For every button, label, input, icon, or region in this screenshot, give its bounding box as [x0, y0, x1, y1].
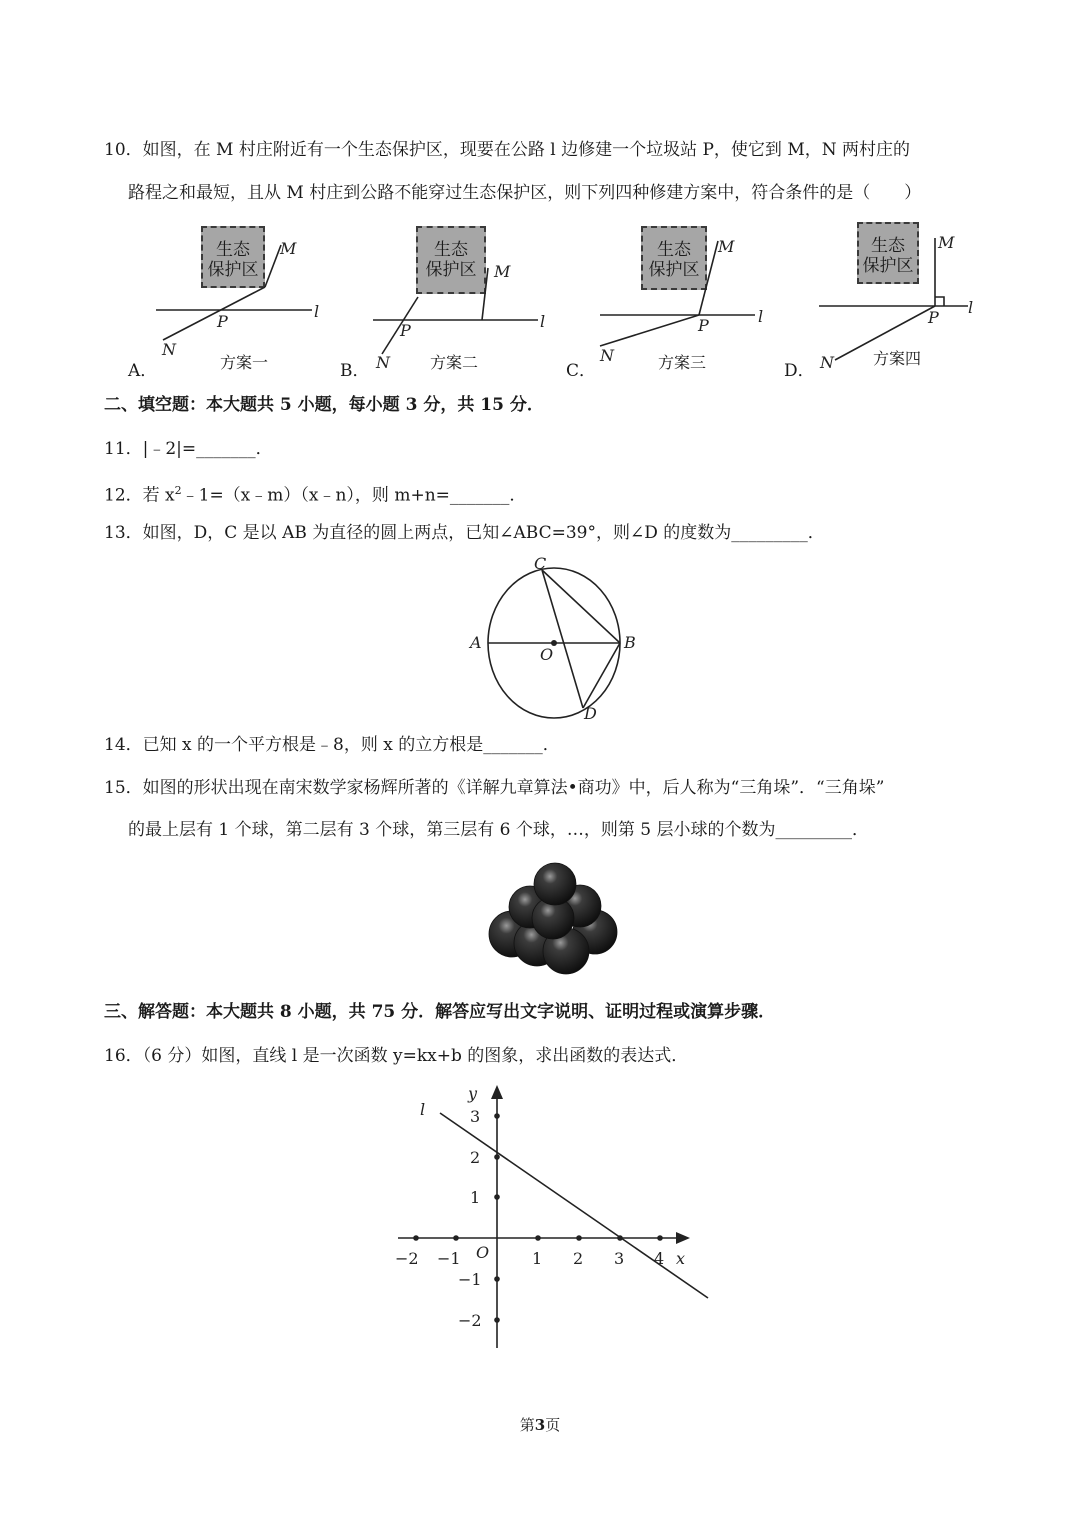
protection-zone-c: 生态 保护区 — [641, 226, 707, 290]
y-tick-neg1: −1 — [458, 1270, 482, 1289]
x-tick-neg1: −1 — [437, 1249, 461, 1268]
label-m-a: M — [280, 239, 297, 258]
axis-tick-dots — [413, 1113, 663, 1323]
q15-line1: 15．如图的形状出现在南宋数学家杨辉所著的《详解九章算法•商功》中，后人称为“三角垛”．“三角垛” — [104, 778, 885, 798]
y-tick-neg2: −2 — [458, 1311, 482, 1330]
label-d: D — [584, 704, 597, 723]
q10-line1: 10．如图，在 M 村庄附近有一个生态保护区，现要在公路 l 边修建一个垃圾站 P，使它到 M，N 两村庄的 — [104, 140, 911, 160]
label-m-d: M — [938, 233, 955, 252]
label-x-axis: x — [676, 1249, 686, 1268]
y-axis-arrow — [491, 1085, 503, 1099]
label-a: A — [470, 633, 482, 652]
q12: 12．若 $x^2﹣1=(x﹣m)(x﹣n)$，则 m+n=_______． — [104, 484, 527, 506]
label-p-c: P — [698, 316, 709, 335]
option-a-caption: 方案一 — [220, 353, 269, 372]
protection-zone-a: 生态 保护区 — [201, 226, 265, 288]
section-3-heading: 三、解答题：本大题共 8 小题，共 75 分．解答应写出文字说明、证明过程或演算步骤． — [104, 1002, 776, 1022]
q14: 14．已知 x 的一个平方根是﹣8，则 x 的立方根是_______． — [104, 735, 560, 755]
y-tick-2: 2 — [470, 1148, 481, 1167]
label-l-c: l — [758, 307, 764, 326]
label-o: O — [540, 645, 554, 664]
option-c-caption: 方案三 — [658, 353, 707, 372]
option-c-letter: C． — [566, 361, 597, 381]
protection-zone-b: 生态 保护区 — [416, 226, 486, 294]
x-tick-3: 3 — [614, 1249, 625, 1268]
q10-line2: 路程之和最短，且从 M 村庄到公路不能穿过生态保护区，则下列四种修建方案中，符合条件的是（ ） — [128, 183, 922, 203]
label-n-c: N — [600, 346, 614, 365]
q13: 13．如图，D，C 是以 AB 为直径的圆上两点，已知∠ABC=39°，则∠D 的度数为_________． — [104, 523, 825, 543]
label-c: C — [534, 554, 547, 573]
option-d-caption: 方案四 — [873, 349, 922, 368]
label-n-a: N — [162, 340, 176, 359]
label-n-b: N — [376, 353, 390, 372]
section-2-heading: 二、填空题：本大题共 5 小题，每小题 3 分，共 15 分． — [104, 395, 544, 415]
label-l-a: l — [314, 302, 320, 321]
x-tick-4: 4 — [654, 1249, 665, 1268]
option-d-letter: D． — [784, 361, 815, 381]
label-p-d: P — [928, 308, 939, 327]
x-tick-neg2: −2 — [395, 1249, 419, 1268]
option-b-letter: B． — [340, 361, 370, 381]
q15-line2: 的最上层有 1 个球，第二层有 3 个球，第三层有 6 个球，…，则第 5 层小球的个数为_________． — [128, 820, 869, 840]
q11: 11．|﹣2|=_______． — [104, 439, 273, 459]
x-tick-1: 1 — [532, 1249, 543, 1268]
label-l-d: l — [968, 298, 974, 317]
q16: 16．（6 分）如图，直线 l 是一次函数 y=kx+b 的图象，求出函数的表达式． — [104, 1046, 689, 1066]
page-number-footer: 第3页 — [519, 1416, 561, 1434]
x-tick-2: 2 — [573, 1249, 584, 1268]
label-y-axis: y — [468, 1084, 478, 1103]
option-a-letter: A． — [128, 361, 158, 381]
label-line-l: l — [420, 1100, 426, 1119]
label-n-d: N — [820, 353, 834, 372]
label-p-b: P — [400, 321, 411, 340]
y-tick-1: 1 — [470, 1188, 481, 1207]
label-m-c: M — [718, 237, 735, 256]
protection-zone-d: 生态 保护区 — [857, 222, 919, 284]
label-p-a: P — [217, 312, 228, 331]
y-tick-3: 3 — [470, 1107, 481, 1126]
option-b-caption: 方案二 — [430, 353, 479, 372]
x-axis-arrow — [676, 1232, 690, 1244]
label-origin: O — [476, 1243, 490, 1262]
label-m-b: M — [494, 262, 511, 281]
label-b: B — [624, 633, 636, 652]
label-l-b: l — [540, 312, 546, 331]
